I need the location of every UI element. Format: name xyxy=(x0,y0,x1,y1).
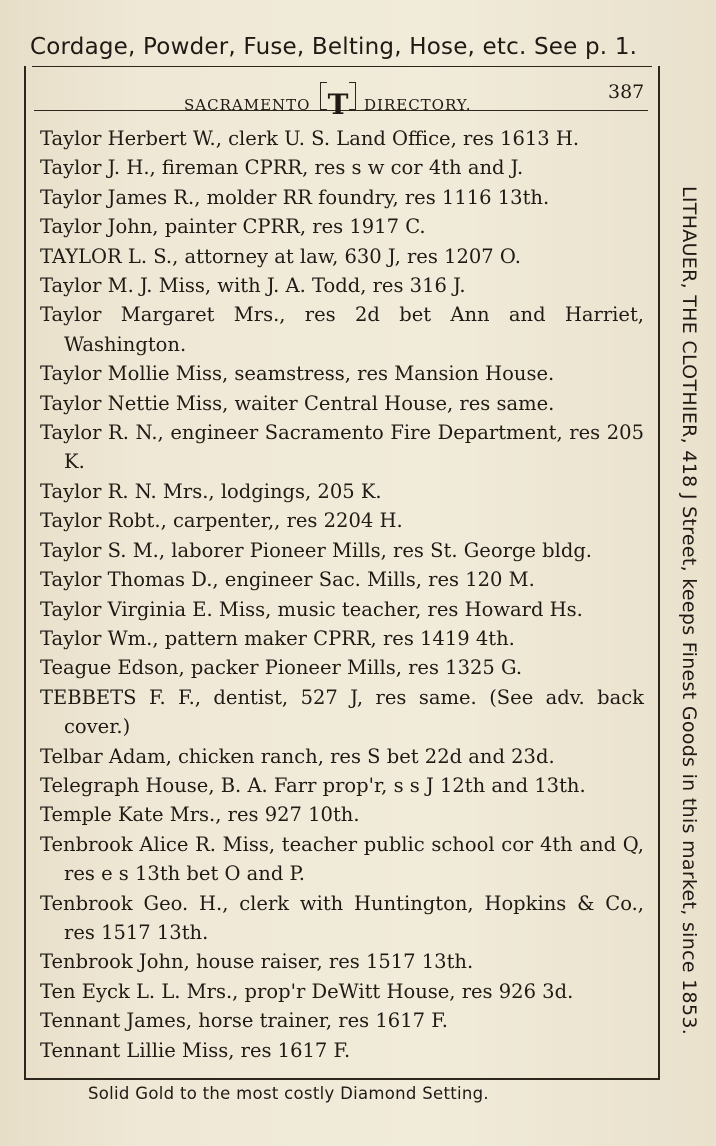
directory-entry: Taylor Herbert W., clerk U. S. Land Office, res 1613 H. xyxy=(40,127,580,150)
directory-entry: Teague Edson, packer Pioneer Mills, res 1325 G. xyxy=(40,656,523,680)
directory-entry: Taylor R. N. Mrs., lodgings, 205 K. xyxy=(40,479,382,503)
directory-entry: Taylor M. J. Miss, with J. A. Todd, res 316 J. xyxy=(40,274,466,298)
directory-entry: Taylor Mollie Miss, seamstress, res Mansion House. xyxy=(40,362,555,386)
running-head xyxy=(184,81,645,121)
directory-entry: Temple Kate Mrs., res 927 10th. xyxy=(40,803,360,827)
directory-entry: Tennant James, horse trainer, res 1617 F. xyxy=(40,1009,448,1033)
directory-entry: Telegraph House, B. A. Farr prop'r, s s J 12th and 13th. xyxy=(40,773,586,797)
directory-entry: Telbar Adam, chicken ranch, res S bet 22d and 23d. xyxy=(40,744,555,768)
directory-entry: Taylor S. M., laborer Pioneer Mills, res St. George bldg. xyxy=(40,538,592,562)
directory-entry: Taylor James R., molder RR foundry, res 1116 13th. xyxy=(40,185,550,209)
directory-entry: Taylor John, painter CPRR, res 1917 C. xyxy=(40,215,426,239)
side-advertisement xyxy=(672,186,702,1036)
directory-entry: Taylor Virginia E. Miss, music teacher, res Howard Hs. xyxy=(40,597,583,621)
side-advertisement-text: LITHAUER, THE CLOTHIER, 418 J Street, keeps Finest Goods in this market, since 1853. xyxy=(678,186,700,1036)
top-advertisement-banner: Cordage, Powder, Fuse, Belting, Hose, etc. See p. 1. xyxy=(30,34,638,60)
page-number: 387 xyxy=(608,81,645,103)
running-head-title: DIRECTORY. xyxy=(364,96,472,114)
directory-entry: Taylor R. N., engineer Sacramento Fire Department, res 205 K. xyxy=(40,421,644,474)
directory-entry: Taylor Wm., pattern maker CPRR, res 1419 4th. xyxy=(40,626,515,650)
directory-entry: TEBBETS F. F., dentist, 527 J, res same. (See adv. back cover.) xyxy=(40,685,644,739)
directory-entry: Tenbrook John, house raiser, res 1517 13th. xyxy=(40,950,474,974)
directory-entry: TAYLOR L. S., attorney at law, 630 J, res 1207 O. xyxy=(40,244,521,268)
directory-entry: Taylor Robt., carpenter,, res 2204 H. xyxy=(40,509,403,533)
directory-entry: Tenbrook Alice R. Miss, teacher public school cor 4th and Q, res e s 13th bet O and P. xyxy=(40,832,644,886)
section-letter: T xyxy=(312,88,364,121)
directory-entry: Taylor J. H., fireman CPRR, res s w cor 4th and J. xyxy=(40,156,524,180)
directory-entry: Taylor Margaret Mrs., res 2d bet Ann and Harriet, Washington. xyxy=(40,303,644,356)
directory-entries xyxy=(40,124,644,1065)
bottom-advertisement: Solid Gold to the most costly Diamond Setting. xyxy=(88,1084,489,1103)
directory-entry: Taylor Thomas D., engineer Sac. Mills, res 120 M. xyxy=(40,568,535,592)
top-rule xyxy=(32,66,652,67)
directory-entry: Taylor Nettie Miss, waiter Central House, res same. xyxy=(40,391,555,415)
directory-entry: Tennant Lillie Miss, res 1617 F. xyxy=(40,1038,351,1062)
directory-entry: Tenbrook Geo. H., clerk with Huntington, Hopkins & Co., res 1517 13th. xyxy=(40,891,644,944)
directory-entry: Ten Eyck L. L. Mrs., prop'r DeWitt House, res 926 3d. xyxy=(40,979,574,1003)
running-head-city: SACRAMENTO xyxy=(184,96,311,114)
